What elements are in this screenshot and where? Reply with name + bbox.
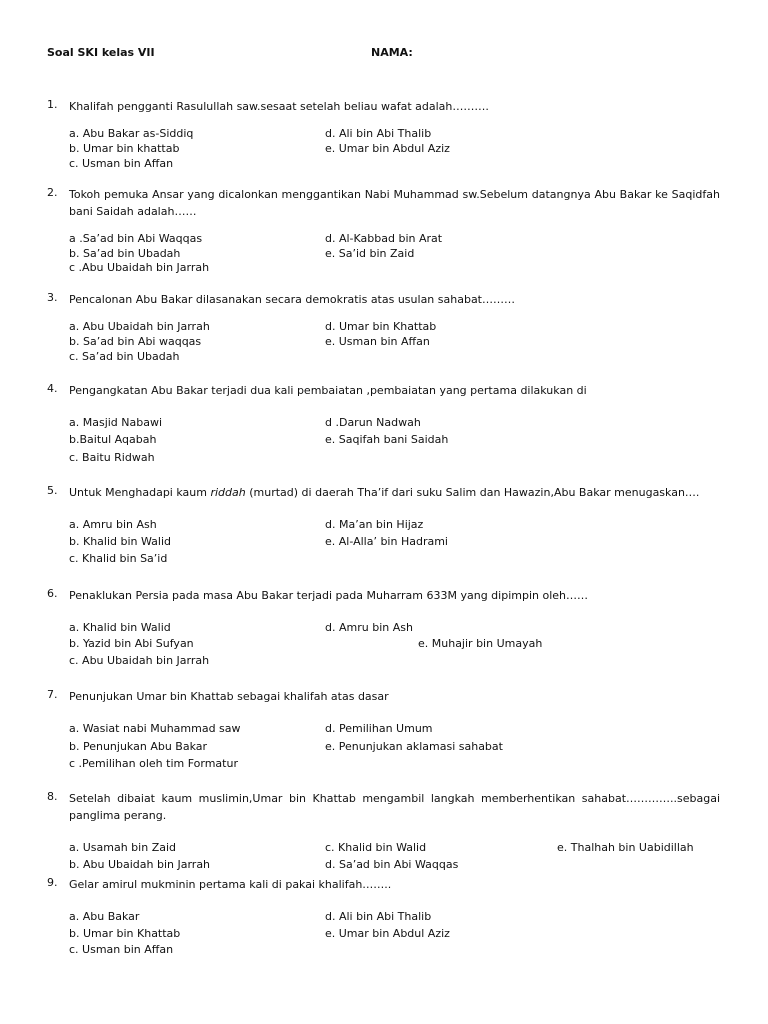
option-c: c. Usman bin Affan <box>69 157 174 170</box>
question-text: Pencalonan Abu Bakar dilasanakan secara demokratis atas usulan sahabat……… <box>69 293 515 306</box>
option-c: c. Sa’ad bin Ubadah <box>69 350 180 363</box>
option-e: e. Umar bin Abdul Aziz <box>325 142 450 155</box>
question-text-start: Untuk Menghadapi kaum <box>69 486 211 499</box>
option-c: c. Khalid bin Walid <box>325 841 427 854</box>
option-b: b. Yazid bin Abi Sufyan <box>69 637 194 650</box>
question-number: 5. <box>47 484 58 497</box>
option-c: c .Abu Ubaidah bin Jarrah <box>69 261 210 274</box>
option-a: a. Abu Bakar as-Siddiq <box>69 127 194 140</box>
question-text: Tokoh pemuka Ansar yang dicalonkan menggantikan Nabi Muhammad sw.Sebelum datangnya Abu Bakar ke Saqidfah bani Saidah adalah…… <box>69 188 720 218</box>
option-c: c. Usman bin Affan <box>69 943 174 956</box>
question-text: Setelah dibaiat kaum muslimin,Umar bin Khattab mengambil langkah memberhentikan sahabat…………..sebagai panglima perang. <box>69 792 720 822</box>
question-text-italic: riddah <box>210 486 246 499</box>
option-d: d. Sa’ad bin Abi Waqqas <box>325 858 459 871</box>
question-number: 7. <box>47 688 58 701</box>
question-number: 6. <box>47 587 58 600</box>
option-a: a. Khalid bin Walid <box>69 621 171 634</box>
question-number: 1. <box>47 98 58 111</box>
option-a: a. Masjid Nabawi <box>69 416 163 429</box>
question-text <box>69 484 720 501</box>
question-number: 2. <box>47 186 58 199</box>
option-b: b. Khalid bin Walid <box>69 535 172 548</box>
option-a: a. Usamah bin Zaid <box>69 841 177 854</box>
option-e: e. Penunjukan aklamasi sahabat <box>325 740 503 753</box>
option-e: e. Usman bin Affan <box>325 335 430 348</box>
worksheet-title: Soal SKI kelas VII <box>47 46 155 59</box>
option-e: e. Sa’id bin Zaid <box>325 247 415 260</box>
option-a: a .Sa’ad bin Abi Waqqas <box>69 232 203 245</box>
option-b: b. Abu Ubaidah bin Jarrah <box>69 858 211 871</box>
question-text: Pengangkatan Abu Bakar terjadi dua kali pembaiatan ,pembaiatan yang pertama dilakukan di <box>69 384 587 397</box>
option-c: c. Baitu Ridwah <box>69 451 155 464</box>
question-text-end: (murtad) di daerah Tha’if dari suku Salim dan Hawazin,Abu Bakar menugaskan…. <box>245 486 700 499</box>
option-a: a. Abu Bakar <box>69 910 140 923</box>
option-d: d. Ali bin Abi Thalib <box>325 127 432 140</box>
name-field-label: NAMA: <box>371 46 413 59</box>
option-d: d. Ali bin Abi Thalib <box>325 910 432 923</box>
question-text: Penunjukan Umar bin Khattab sebagai khalifah atas dasar <box>69 690 389 703</box>
option-a: a. Abu Ubaidah bin Jarrah <box>69 320 210 333</box>
option-e: e. Umar bin Abdul Aziz <box>325 927 450 940</box>
option-d: d. Ma’an bin Hijaz <box>325 518 424 531</box>
option-a: a. Amru bin Ash <box>69 518 157 531</box>
option-b: b.Baitul Aqabah <box>69 433 157 446</box>
question-text: Gelar amirul mukminin pertama kali di pakai khalifah…….. <box>69 878 392 891</box>
question-number: 9. <box>47 876 58 889</box>
option-e: e. Al-Alla’ bin Hadrami <box>325 535 448 548</box>
option-b: b. Sa’ad bin Abi waqqas <box>69 335 202 348</box>
question-number: 8. <box>47 790 58 803</box>
question-text: Penaklukan Persia pada masa Abu Bakar terjadi pada Muharram 633M yang dipimpin oleh…… <box>69 589 588 602</box>
option-c: c .Pemilihan oleh tim Formatur <box>69 757 238 770</box>
option-b: b. Umar bin khattab <box>69 142 180 155</box>
option-d: d. Umar bin Khattab <box>325 320 437 333</box>
question-number: 4. <box>47 382 58 395</box>
option-d: d .Darun Nadwah <box>325 416 421 429</box>
option-d: d. Al-Kabbad bin Arat <box>325 232 443 245</box>
option-b: b. Umar bin Khattab <box>69 927 181 940</box>
option-e: e. Muhajir bin Umayah <box>418 637 543 650</box>
option-c: c. Khalid bin Sa’id <box>69 552 168 565</box>
option-a: a. Wasiat nabi Muhammad saw <box>69 722 241 735</box>
option-b: b. Penunjukan Abu Bakar <box>69 740 208 753</box>
option-e: e. Saqifah bani Saidah <box>325 433 449 446</box>
option-d: d. Amru bin Ash <box>325 621 413 634</box>
option-c: c. Abu Ubaidah bin Jarrah <box>69 654 210 667</box>
option-d: d. Pemilihan Umum <box>325 722 433 735</box>
option-e: e. Thalhah bin Uabidillah <box>557 841 694 854</box>
question-number: 3. <box>47 291 58 304</box>
question-text: Khalifah pengganti Rasulullah saw.sesaat setelah beliau wafat adalah………. <box>69 100 489 113</box>
option-b: b. Sa’ad bin Ubadah <box>69 247 181 260</box>
